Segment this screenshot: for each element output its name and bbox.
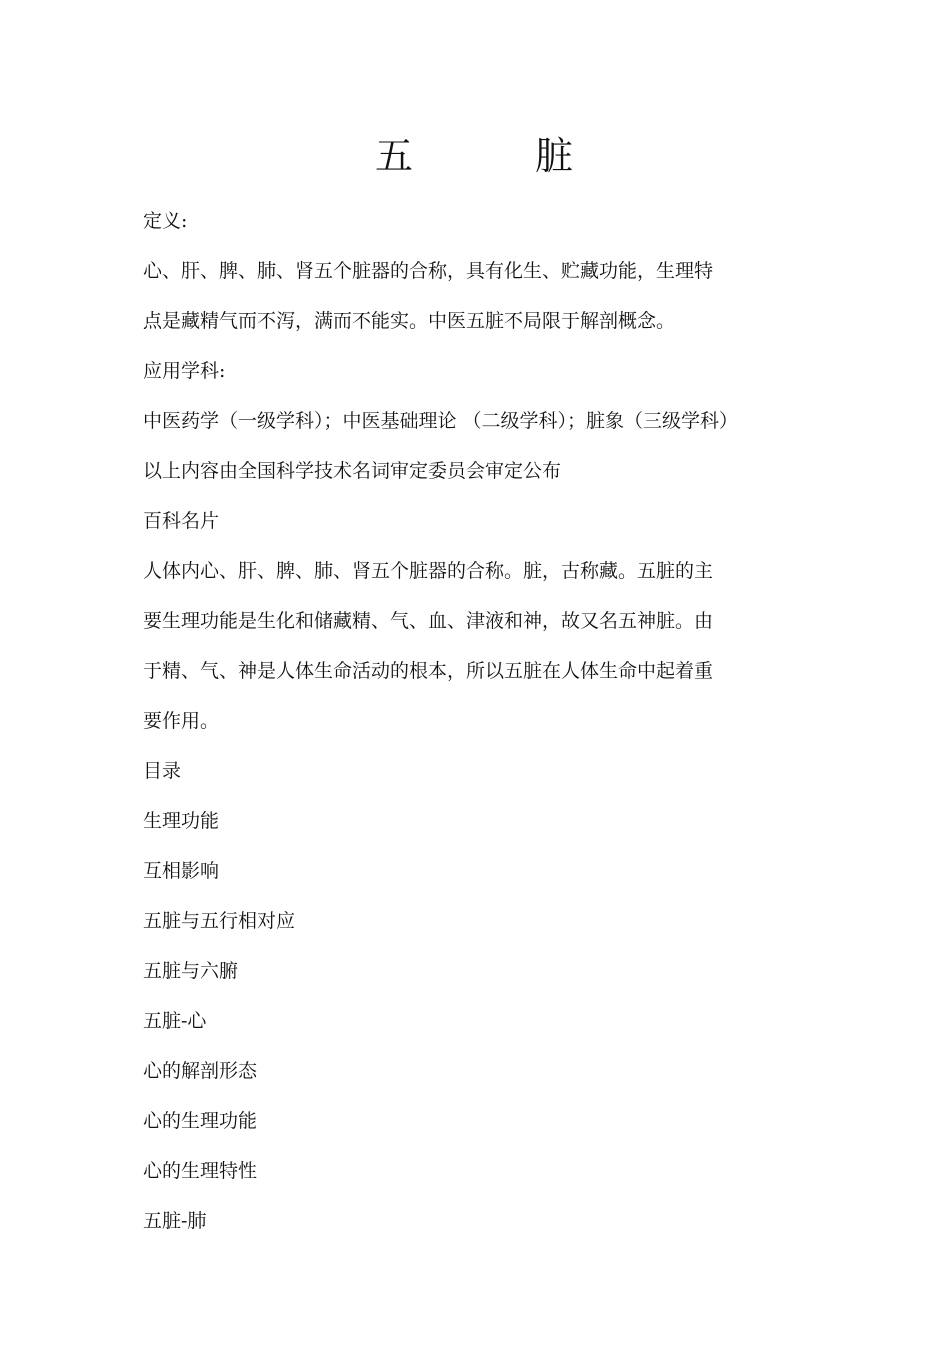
page-title: 五 脏 — [374, 134, 575, 178]
encyclopedia-card-heading: 百科名片 — [143, 510, 220, 532]
toc-item: 五脏-肺 — [143, 1210, 207, 1232]
toc-item: 五脏与五行相对应 — [143, 910, 296, 932]
toc-item: 生理功能 — [143, 810, 220, 832]
toc-item: 五脏与六腑 — [143, 960, 239, 982]
toc-item: 心的生理功能 — [143, 1110, 258, 1132]
subject-heading: 应用学科: — [143, 360, 226, 382]
toc-item: 互相影响 — [143, 860, 220, 882]
definition-text-line-1: 心、肝、脾、肺、肾五个脏器的合称，具有化生、贮藏功能，生理特 — [143, 260, 714, 282]
document-body — [143, 196, 823, 1246]
toc-item: 心的解剖形态 — [143, 1060, 258, 1082]
summary-text-line-3: 于精、气、神是人体生命活动的根本，所以五脏在人体生命中起着重 — [143, 660, 714, 682]
summary-text-line-4: 要作用。 — [143, 710, 220, 732]
definition-text-line-2: 点是藏精气而不泻，满而不能实。中医五脏不局限于解剖概念。 — [143, 310, 676, 332]
definition-heading: 定义: — [143, 210, 188, 232]
toc-item: 心的生理特性 — [143, 1160, 258, 1182]
toc-item: 五脏-心 — [143, 1010, 207, 1032]
subject-text: 中医药学（一级学科）；中医基础理论 （二级学科）；脏象（三级学科） — [143, 410, 739, 432]
summary-text-line-1: 人体内心、肝、脾、肺、肾五个脏器的合称。脏，古称藏。五脏的主 — [143, 560, 714, 582]
toc-heading: 目录 — [143, 760, 182, 782]
summary-text-line-2: 要生理功能是生化和储藏精、气、血、津液和神，故又名五神脏。由 — [143, 610, 714, 632]
source-note: 以上内容由全国科学技术名词审定委员会审定公布 — [143, 460, 562, 482]
